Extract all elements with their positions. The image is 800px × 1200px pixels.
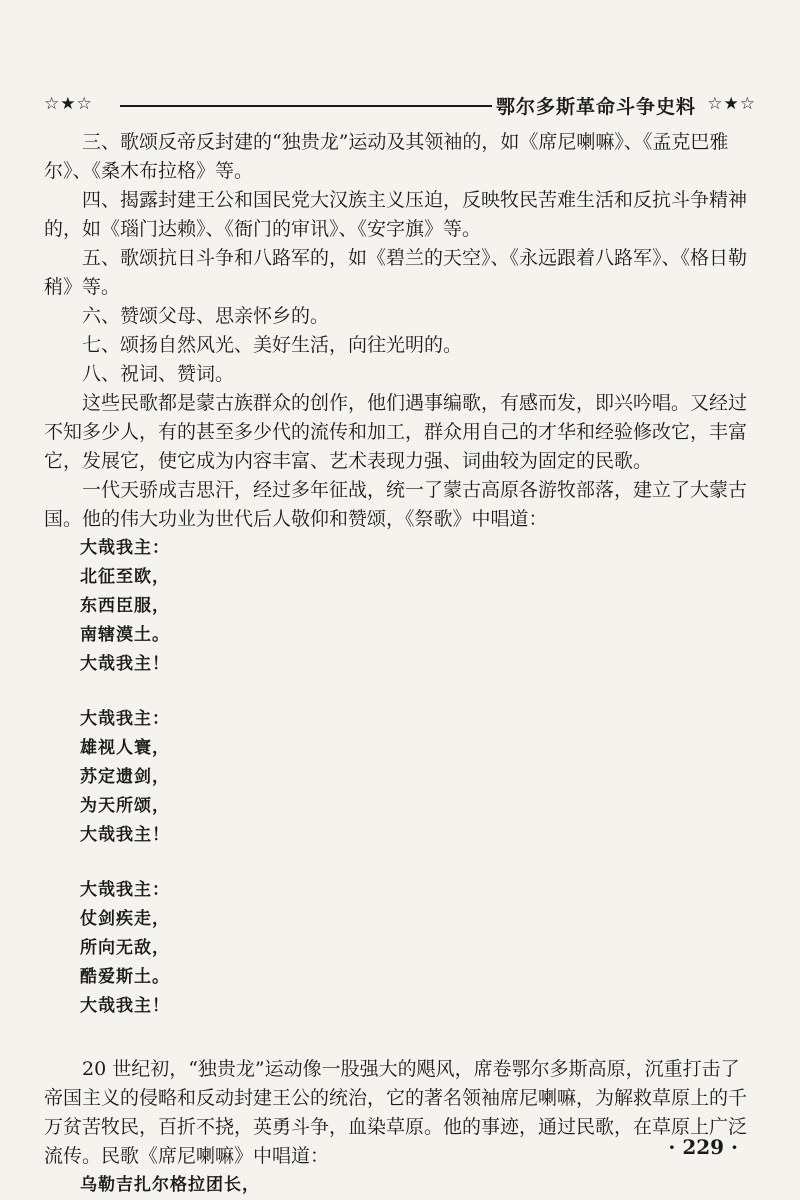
- poem-line: 北征至欧，: [80, 567, 170, 587]
- poem-line: 乌勒吉扎尔格拉团长，: [80, 1175, 260, 1195]
- header-title: 鄂尔多斯革命斗争史料: [496, 96, 697, 118]
- poem-line: 苏定遗剑，: [80, 767, 170, 787]
- poem-line: 酷爱斯土。: [80, 967, 170, 987]
- poem-line: 仗剑疾走，: [80, 909, 170, 929]
- poem-line: 大哉我主！: [80, 996, 170, 1016]
- poem-line: 大哉我主！: [80, 825, 170, 845]
- poem-stanza-2: [44, 705, 756, 850]
- poem-stanza-3: [44, 876, 756, 1021]
- poem-line: 雄视人寰，: [80, 738, 170, 758]
- page-body: [44, 128, 756, 1200]
- paragraph-category-4: 四、揭露封建王公和国民党大汉族主义压迫，反映牧民苦难生活和反抗斗争精神的，如《瑙门达赖》、《衙门的审讯》、《安字旗》等。: [44, 189, 748, 240]
- paragraph-category-5: 五、歌颂抗日斗争和八路军的，如《碧兰的天空》、《永远跟着八路军》、《格日勒稍》等。: [44, 247, 748, 298]
- header-rule: [120, 105, 492, 107]
- paragraph-category-7: 七、颂扬自然风光、美好生活，向往光明的。: [82, 334, 463, 356]
- poem-line: 大哉我主：: [80, 880, 170, 900]
- poem-line: 大哉我主：: [80, 538, 170, 558]
- poem-line: 南辖漠土。: [80, 625, 170, 645]
- poem-stanza-1: [44, 534, 756, 679]
- paragraph-genghis-khan: 一代天骄成吉思汗，经过多年征战，统一了蒙古高原各游牧部落，建立了大蒙古国。他的伟大功业为世代后人敬仰和赞颂，《祭歌》中唱道：: [44, 479, 748, 530]
- paragraph-folk-song-origins: 这些民歌都是蒙古族群众的创作，他们遇事编歌，有感而发，即兴吟唱。又经过不知多少人，有的甚至多少代的流传和加工，群众用自己的才华和经验修改它，丰富它，发展它，使它成为内容丰富、艺术表现力强、词曲较为固定的民歌。: [44, 392, 748, 472]
- stanza-gap: [44, 850, 756, 876]
- paragraph-duguilong: 20 世纪初，“独贵龙”运动像一股强大的飓风，席卷鄂尔多斯高原，沉重打击了帝国主义的侵略和反动封建王公的统治，它的著名领袖席尼喇嘛，为解救草原上的千万贫苦牧民，百折不挠，英勇斗争，血染草原。他的事迹，通过民歌，在草原上广泛流传。民歌《席尼喇嘛》中唱道：: [44, 1058, 748, 1167]
- section-gap: [44, 1021, 756, 1055]
- page-number: · 229 ·: [668, 1135, 738, 1159]
- header-stars-left: ☆★☆: [44, 94, 93, 114]
- paragraph-category-3: 三、歌颂反帝反封建的“独贵龙”运动及其领袖的，如《席尼喇嘛》、《孟克巴雅尔》、《桑木布拉格》等。: [44, 131, 729, 182]
- running-header: [44, 92, 756, 120]
- poem-line: 所向无敌，: [80, 938, 170, 958]
- poem-line: 大哉我主：: [80, 709, 170, 729]
- poem-line: 东西臣服，: [80, 596, 170, 616]
- paragraph-category-8: 八、祝词、赞词。: [82, 363, 235, 385]
- poem-line: 大哉我主！: [80, 654, 170, 674]
- poem-line: 为天所颂，: [80, 796, 170, 816]
- stanza-gap: [44, 679, 756, 705]
- paragraph-category-6: 六、赞颂父母、思亲怀乡的。: [82, 305, 330, 327]
- header-stars-right: ☆★☆: [707, 94, 756, 114]
